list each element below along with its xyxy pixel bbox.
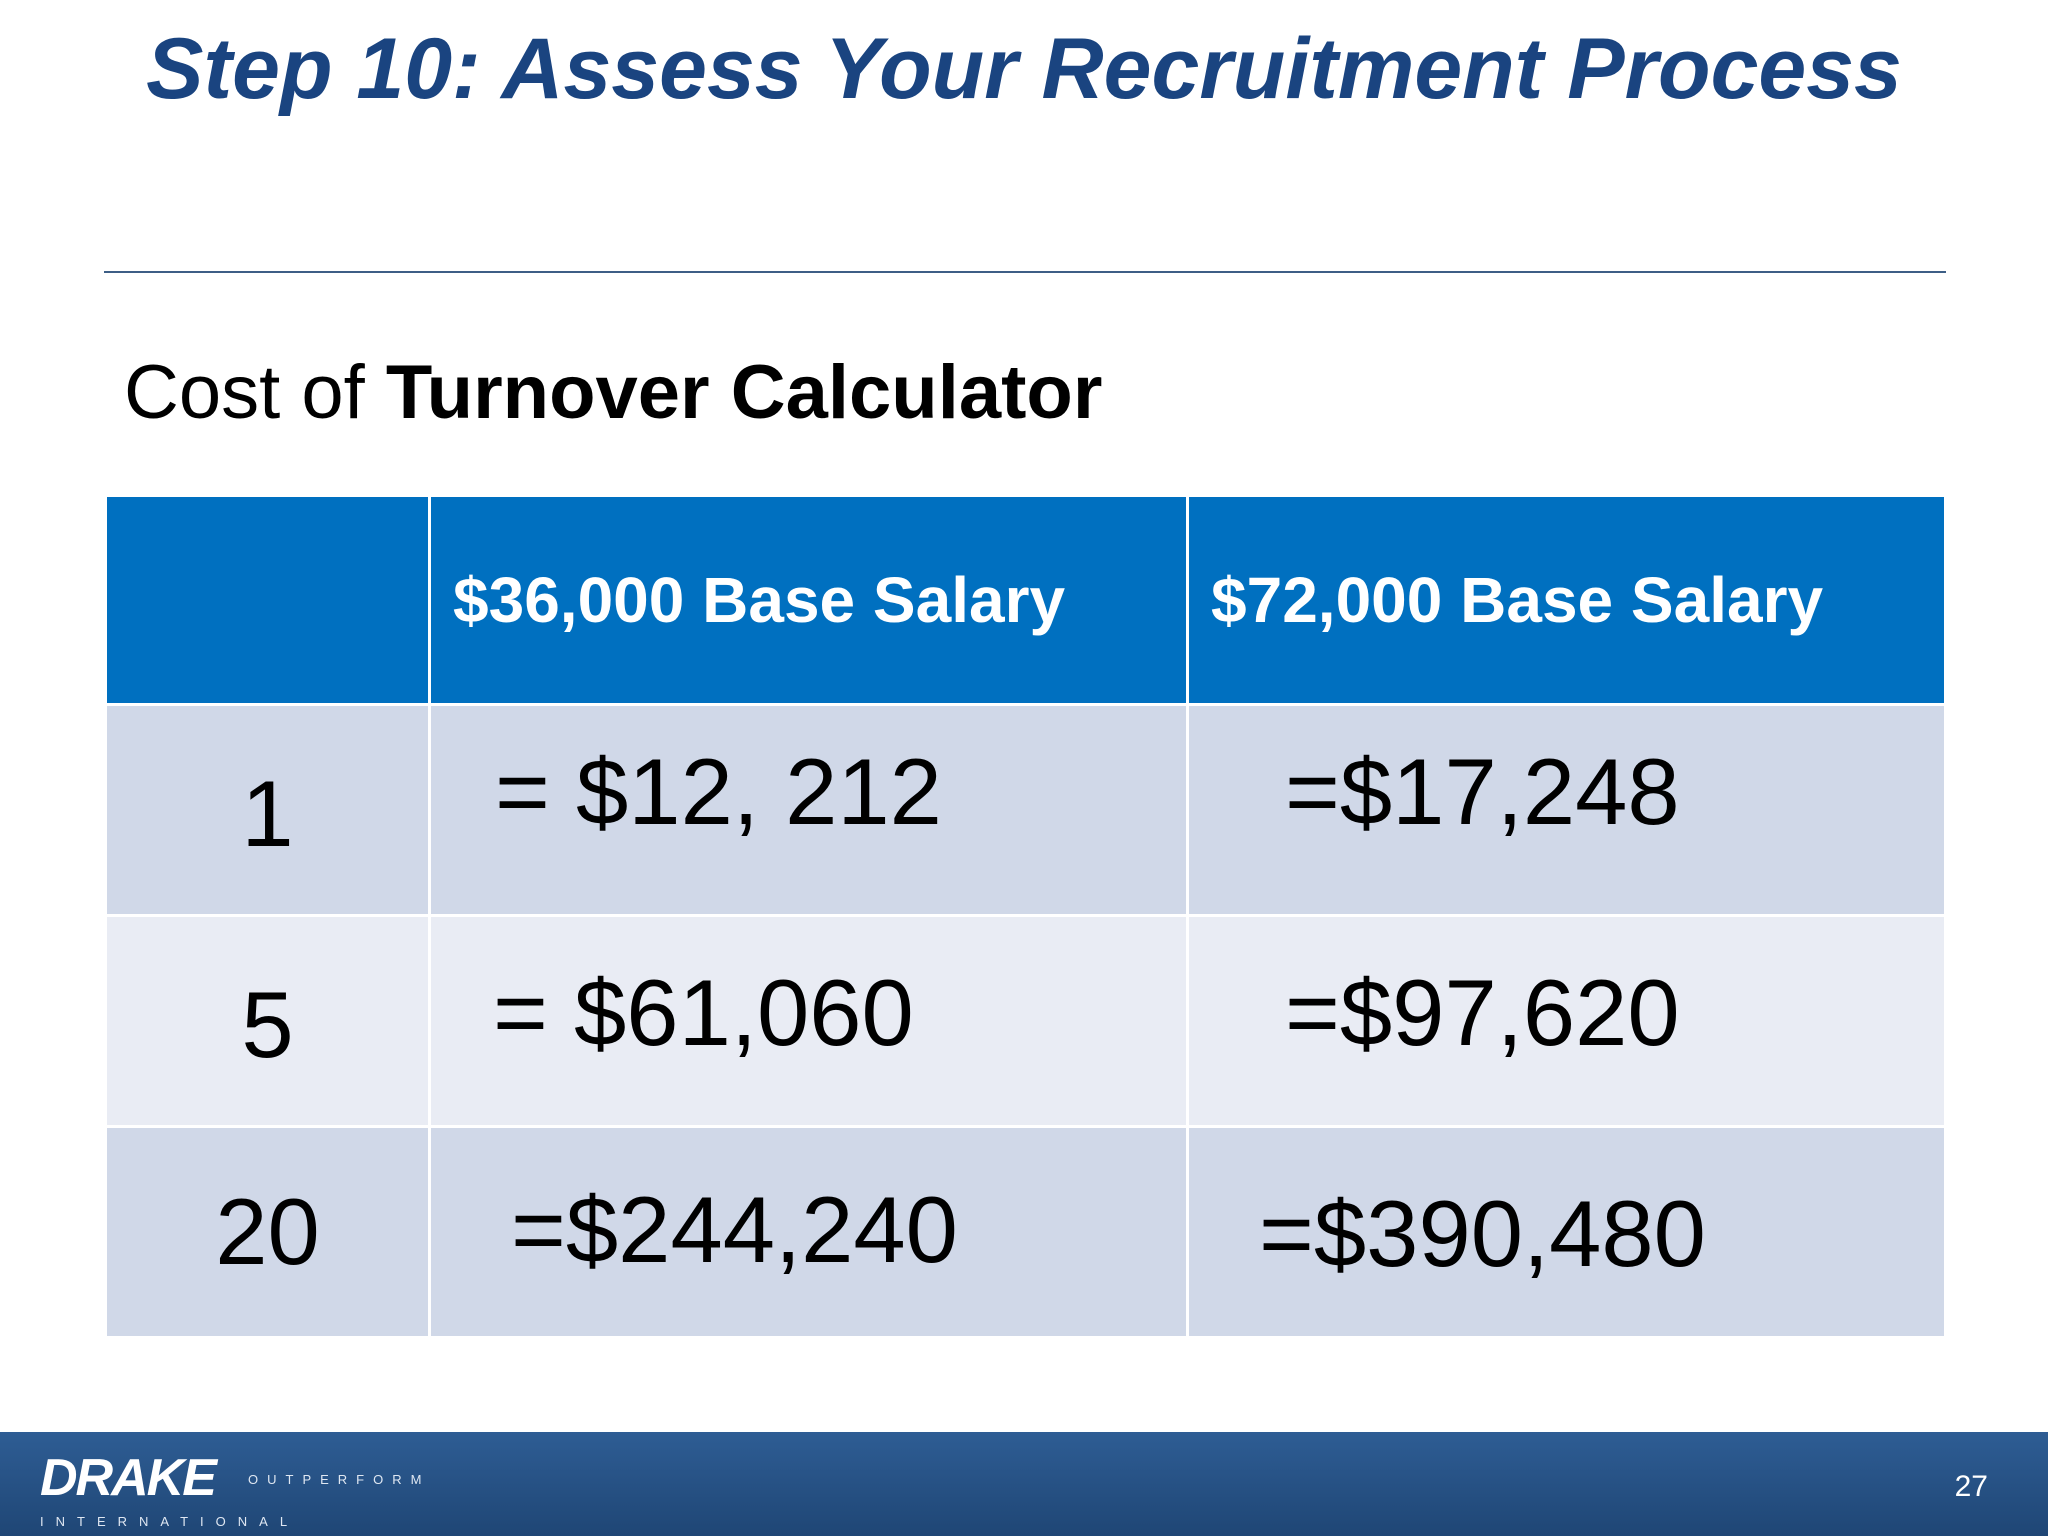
- footer-bar: [0, 1432, 2048, 1536]
- row-label-cell: [106, 1127, 430, 1338]
- row-label: 20: [215, 1179, 320, 1284]
- table-heading: [124, 348, 1102, 438]
- table-header-row: [106, 496, 1946, 705]
- logo-tagline: OUTPERFORM: [248, 1472, 431, 1487]
- row-label-cell: [106, 916, 430, 1127]
- logo-wordmark: DRAKE: [40, 1449, 215, 1507]
- cost-72k-value: =$17,248: [1285, 739, 1680, 844]
- table-row: [106, 705, 1946, 916]
- cost-72k-cell: [1188, 916, 1946, 1127]
- cost-72k-cell: [1188, 1127, 1946, 1338]
- table-heading-regular: Cost of: [124, 350, 386, 435]
- table-heading-bold: Turnover Calculator: [385, 350, 1103, 435]
- row-label-cell: [106, 705, 430, 916]
- cost-36k-cell: [430, 705, 1188, 916]
- logo-subtitle: INTERNATIONAL: [40, 1514, 300, 1529]
- row-label: 1: [241, 761, 294, 866]
- turnover-cost-table: [104, 494, 1947, 1339]
- slide-title: Step 10: Assess Your Recruitment Process: [146, 21, 1902, 117]
- cost-72k-cell: [1188, 705, 1946, 916]
- cost-36k-cell: [430, 916, 1188, 1127]
- title-divider: [104, 271, 1946, 273]
- cost-36k-value: =$244,240: [511, 1177, 958, 1282]
- header-empty-cell: [106, 496, 430, 705]
- header-72k-salary: $72,000 Base Salary: [1188, 496, 1946, 705]
- cost-36k-value: = $61,060: [493, 960, 914, 1065]
- drake-logo: [40, 1449, 431, 1529]
- cost-72k-value: =$390,480: [1259, 1181, 1706, 1286]
- table-row: [106, 916, 1946, 1127]
- cost-36k-value: = $12, 212: [495, 739, 942, 844]
- header-36k-salary: $36,000 Base Salary: [430, 496, 1188, 705]
- table-row: [106, 1127, 1946, 1338]
- cost-72k-value: =$97,620: [1285, 960, 1680, 1065]
- page-number: 27: [1954, 1470, 1988, 1503]
- cost-36k-cell: [430, 1127, 1188, 1338]
- row-label: 5: [241, 972, 294, 1077]
